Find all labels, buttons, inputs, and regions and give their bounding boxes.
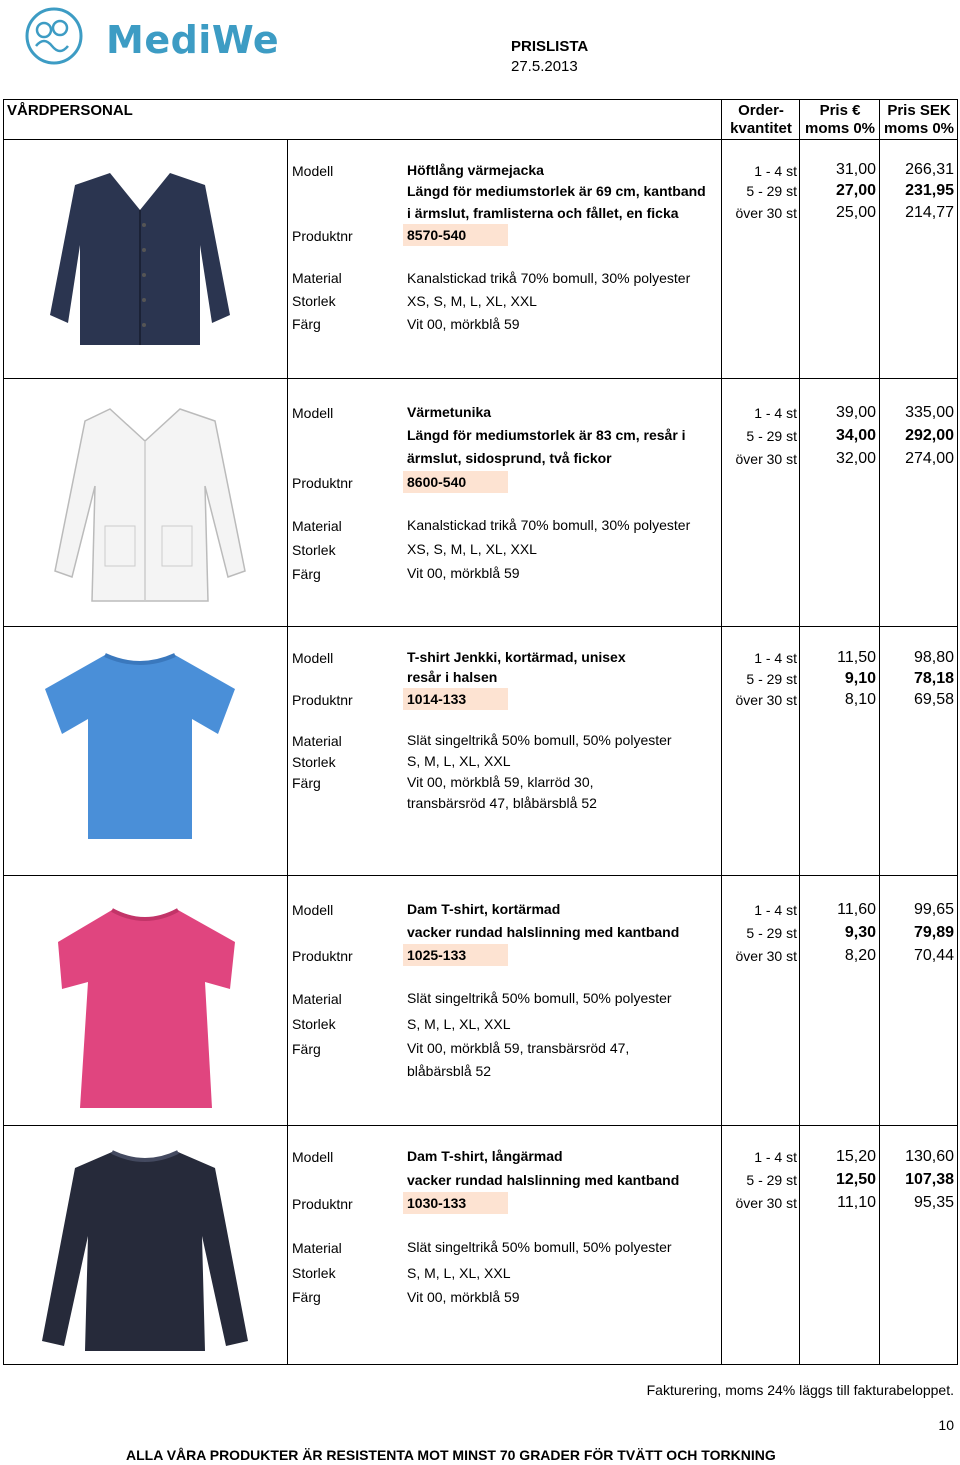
product-no-label: Produktnr	[292, 475, 353, 491]
product-desc: vacker rundad halslinning med kantband	[407, 924, 680, 940]
product-no: 8570-540	[403, 224, 508, 246]
model-label: Modell	[292, 163, 334, 179]
col-divider-image	[287, 139, 288, 1365]
price-sek: 266,31	[905, 161, 954, 178]
price-sek: 99,65	[913, 901, 954, 918]
price-eur-header-line1: Pris €	[819, 102, 861, 119]
price-sek: 107,38	[905, 1171, 954, 1188]
product-no-label: Produktnr	[292, 948, 353, 964]
row-divider	[3, 378, 958, 379]
price-sek: 292,00	[905, 427, 954, 444]
price-sek-header-line1: Pris SEK	[887, 102, 951, 119]
price-eur: 15,20	[835, 1148, 876, 1165]
material-label: Material	[292, 270, 342, 286]
price-eur: 12,50	[835, 1171, 876, 1188]
product-no-label: Produktnr	[292, 228, 353, 244]
model-label: Modell	[292, 405, 334, 421]
order-qty-header	[722, 102, 800, 138]
size-value: S, M, L, XL, XXL	[407, 1016, 511, 1032]
product-no: 8600-540	[403, 471, 508, 493]
col-divider-eur	[799, 99, 800, 1365]
product-name: T-shirt Jenkki, kortärmad, unisex	[407, 649, 626, 665]
price-sek-header	[880, 102, 958, 138]
product-name: Värmetunika	[407, 404, 492, 420]
model-label: Modell	[292, 1149, 334, 1165]
product-desc: resår i halsen	[407, 669, 498, 685]
order-qty-header-line2: kvantitet	[730, 120, 792, 137]
color-value: transbärsröd 47, blåbärsblå 52	[407, 795, 597, 811]
price-eur: 8,20	[844, 947, 876, 964]
brand-logo	[22, 6, 280, 70]
size-label: Storlek	[292, 293, 336, 309]
price-eur: 34,00	[835, 427, 876, 444]
product-name: Dam T-shirt, kortärmad	[407, 901, 561, 917]
page-date: 27.5.2013	[511, 58, 578, 75]
price-sek: 95,35	[913, 1194, 954, 1211]
qty-tier: 1 - 4 st	[754, 163, 797, 179]
product-desc: Längd för mediumstorlek är 83 cm, resår i	[407, 427, 686, 443]
price-sek: 231,95	[905, 182, 954, 199]
page-title: PRISLISTA	[511, 38, 589, 55]
price-sek-header-line2: moms 0%	[883, 120, 955, 137]
color-value: Vit 00, mörkblå 59	[407, 1289, 520, 1305]
price-eur-header	[800, 102, 880, 138]
material-label: Material	[292, 518, 342, 534]
qty-tier: över 30 st	[735, 1195, 797, 1211]
color-label: Färg	[292, 1041, 321, 1057]
price-sek: 98,80	[913, 649, 954, 666]
color-value: blåbärsblå 52	[407, 1063, 492, 1079]
material-value: Kanalstickad trikå 70% bomull, 30% polyester	[407, 270, 691, 286]
price-sek: 79,89	[913, 924, 954, 941]
material-label: Material	[292, 733, 342, 749]
qty-tier: över 30 st	[735, 948, 797, 964]
price-eur: 11,50	[837, 649, 876, 666]
qty-tier: över 30 st	[735, 451, 797, 467]
material-value: Slät singeltrikå 50% bomull, 50% polyester	[407, 990, 672, 1006]
price-sek: 78,18	[913, 670, 954, 687]
price-sek: 274,00	[905, 450, 954, 467]
product-image-pink-tshirt	[40, 904, 250, 1112]
size-value: XS, S, M, L, XL, XXL	[407, 293, 537, 309]
order-qty-header-line1: Order-	[738, 102, 784, 119]
color-label: Färg	[292, 316, 321, 332]
product-desc: i ärmslut, framlisterna och fållet, en ficka	[407, 205, 679, 221]
price-eur: 32,00	[835, 450, 876, 467]
product-name: Dam T-shirt, långärmad	[407, 1148, 563, 1164]
size-value: XS, S, M, L, XL, XXL	[407, 541, 537, 557]
color-value: Vit 00, mörkblå 59	[407, 565, 520, 581]
color-value: Vit 00, mörkblå 59, klarröd 30,	[407, 774, 594, 790]
color-value: Vit 00, mörkblå 59	[407, 316, 520, 332]
size-value: S, M, L, XL, XXL	[407, 753, 511, 769]
product-no-label: Produktnr	[292, 1196, 353, 1212]
product-image-navy-cardigan	[40, 165, 240, 353]
product-desc: vacker rundad halslinning med kantband	[407, 1172, 680, 1188]
product-no: 1014-133	[403, 688, 508, 710]
size-label: Storlek	[292, 542, 336, 558]
price-eur-header-line2: moms 0%	[804, 120, 876, 137]
product-no: 1030-133	[403, 1192, 508, 1214]
product-image-navy-longsleeve	[40, 1146, 250, 1358]
qty-tier: 5 - 29 st	[746, 183, 797, 199]
price-eur: 11,10	[837, 1194, 876, 1211]
material-value: Slät singeltrikå 50% bomull, 50% polyester	[407, 1239, 672, 1255]
price-sek: 130,60	[905, 1148, 954, 1165]
material-label: Material	[292, 1240, 342, 1256]
price-eur: 8,10	[844, 691, 876, 708]
product-name: Höftlång värmejacka	[407, 162, 544, 178]
size-label: Storlek	[292, 1016, 336, 1032]
material-value: Slät singeltrikå 50% bomull, 50% polyester	[407, 732, 672, 748]
page-number: 10	[938, 1417, 954, 1433]
material-label: Material	[292, 991, 342, 1007]
price-sek: 69,58	[913, 691, 954, 708]
qty-tier: 5 - 29 st	[746, 925, 797, 941]
size-value: S, M, L, XL, XXL	[407, 1265, 511, 1281]
header-divider	[3, 139, 958, 140]
price-sek: 214,77	[905, 204, 954, 221]
price-eur: 39,00	[835, 404, 876, 421]
row-divider	[3, 626, 958, 627]
product-desc: ärmslut, sidosprund, två fickor	[407, 450, 612, 466]
qty-tier: över 30 st	[735, 692, 797, 708]
color-label: Färg	[292, 1289, 321, 1305]
col-divider-qty	[721, 99, 722, 1365]
product-desc: Längd för mediumstorlek är 69 cm, kantband	[407, 183, 706, 199]
color-label: Färg	[292, 775, 321, 791]
price-sek: 335,00	[905, 404, 954, 421]
qty-tier: 1 - 4 st	[754, 1149, 797, 1165]
price-eur: 9,10	[844, 670, 876, 687]
color-value: Vit 00, mörkblå 59, transbärsröd 47,	[407, 1040, 630, 1056]
invoice-note: Fakturering, moms 24% läggs till fakturabeloppet.	[646, 1382, 954, 1398]
logo-icon	[22, 6, 86, 70]
model-label: Modell	[292, 650, 334, 666]
qty-tier: 5 - 29 st	[746, 671, 797, 687]
color-label: Färg	[292, 566, 321, 582]
qty-tier: 1 - 4 st	[754, 650, 797, 666]
price-eur: 9,30	[844, 924, 876, 941]
product-no-label: Produktnr	[292, 692, 353, 708]
section-title: VÅRDPERSONAL	[7, 102, 133, 119]
product-image-white-tunic	[40, 401, 250, 607]
size-label: Storlek	[292, 1265, 336, 1281]
model-label: Modell	[292, 902, 334, 918]
material-value: Kanalstickad trikå 70% bomull, 30% polyester	[407, 517, 691, 533]
footer-slogan: ALLA VÅRA PRODUKTER ÄR RESISTENTA MOT MINST 70 GRADER FÖR TVÄTT OCH TORKNING	[126, 1447, 776, 1463]
qty-tier: 5 - 29 st	[746, 1172, 797, 1188]
price-eur: 25,00	[835, 204, 876, 221]
qty-tier: 1 - 4 st	[754, 902, 797, 918]
brand-name: MediWe	[106, 18, 280, 62]
qty-tier: 5 - 29 st	[746, 428, 797, 444]
row-divider	[3, 1125, 958, 1126]
col-divider-sek	[879, 99, 880, 1365]
price-eur: 27,00	[835, 182, 876, 199]
product-no: 1025-133	[403, 944, 508, 966]
price-eur: 31,00	[835, 161, 876, 178]
row-divider	[3, 875, 958, 876]
price-eur: 11,60	[837, 901, 876, 918]
qty-tier: över 30 st	[735, 205, 797, 221]
product-image-blue-tshirt	[40, 649, 240, 841]
price-sek: 70,44	[913, 947, 954, 964]
qty-tier: 1 - 4 st	[754, 405, 797, 421]
size-label: Storlek	[292, 754, 336, 770]
